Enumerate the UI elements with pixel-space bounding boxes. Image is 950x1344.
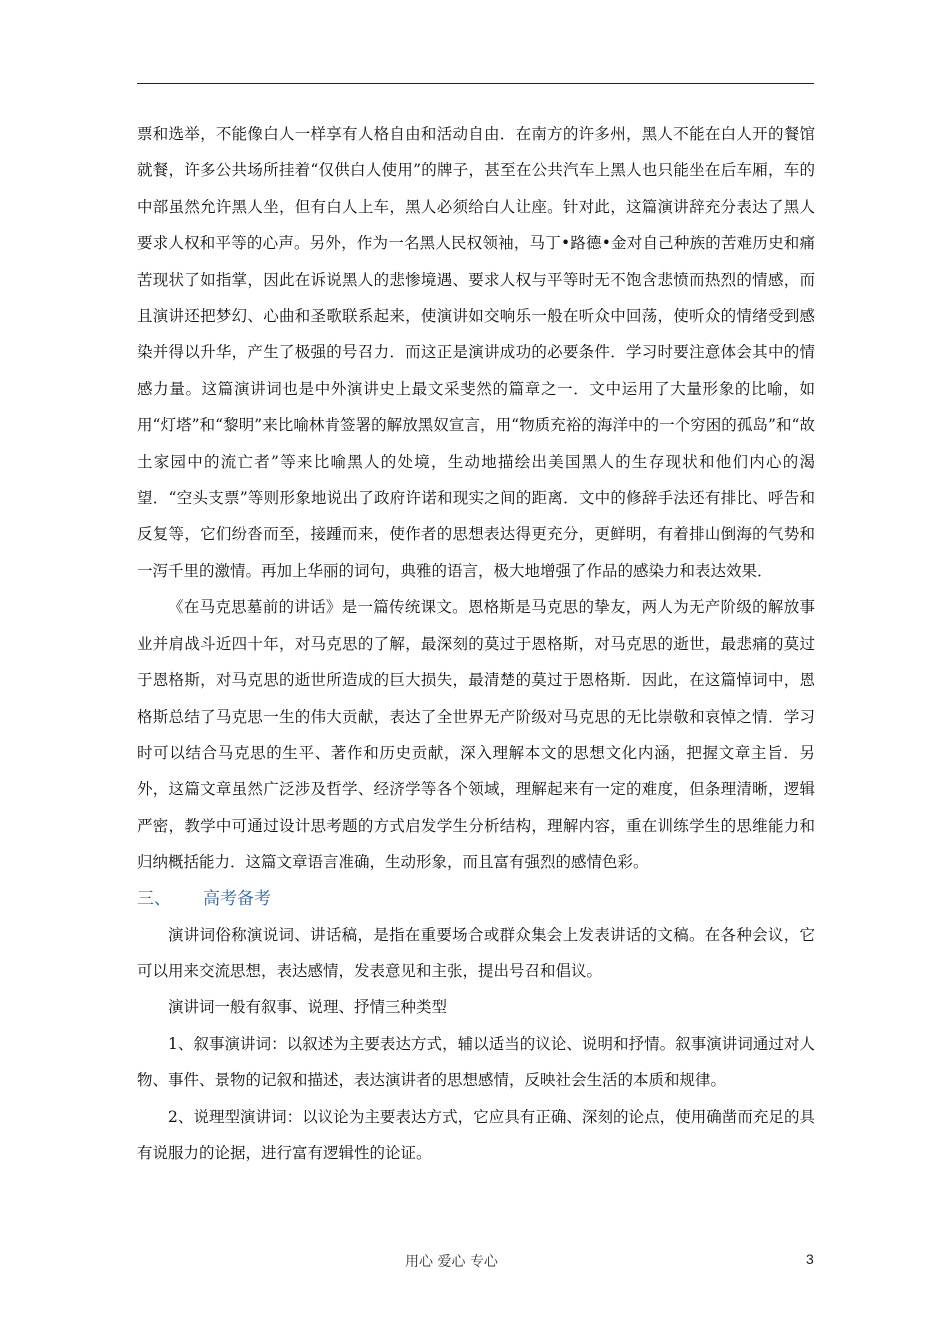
section-heading — [137, 881, 815, 917]
section-paragraph-definition: 演讲词俗称演说词、讲话稿，是指在重要场合或群众集会上发表讲话的文稿。在各种会议，它可以用来交流思想，表达感情，发表意见和主张，提出号召和倡议。 — [137, 925, 815, 980]
body-paragraph-continued: 票和选举，不能像白人一样享有人格自由和活动自由．在南方的许多州，黑人不能在白人开的餐馆就餐，许多公共场所挂着“仅供白人使用”的牌子，甚至在公共汽车上黑人也只能坐在后车厢，车的中部虽然允许黑人坐，但有白人上车，黑人必须给白人让座。针对此，这篇演讲辞充分表达了黑人要求人权和平等的心声。另外，作为一名黑人民权领袖，马丁•路德•金对自己种族的苦难历史和痛苦现状了如指掌，因此在诉说黑人的悲惨境遇、要求人权与平等时无不饱含悲愤而热烈的情感，而且演讲还把梦幻、心曲和圣歌联系起来，使演讲如交响乐一般在听众中回荡，使听众的情绪受到感染并得以升华，产生了极强的号召力．而这正是演讲成功的必要条件．学习时要注意体会其中的情感力量。这篇演讲词也是中外演讲史上最文采斐然的篇章之一．文中运用了大量形象的比喻，如用“灯塔”和“黎明”来比喻林肯签署的解放黑奴宣言，用“物质充裕的海洋中的一个穷困的孤岛”和“故土家园中的流亡者”等来比喻黑人的处境，生动地描绘出美国黑人的生存现状和他们内心的渴望．“空头支票”等则形象地说出了政府许诺和现实之间的距离．文中的修辞手法还有排比、呼告和反复等，它们纷沓而至，接踵而来，使作者的思想表达得更充分，更鲜明，有着排山倒海的气势和一泻千里的激情。再加上华丽的词句，典雅的语言，极大地增强了作品的感染力和表达效果． — [137, 125, 815, 580]
page-body — [137, 116, 815, 1171]
body-paragraph-marx-eulogy: 《在马克思墓前的讲话》是一篇传统课文。恩格斯是马克思的挚友，两人为无产阶级的解放事业并肩战斗近四十年，对马克思的了解，最深刻的莫过于恩格斯，对马克思的逝世，最悲痛的莫过于恩格斯，对马克思的逝世所造成的巨大损失，最清楚的莫过于恩格斯．因此，在这篇悼词中，恩格斯总结了马克思一生的伟大贡献，表达了全世界无产阶级对马克思的无比崇敬和哀悼之情．学习时可以结合马克思的生平、著作和历史贡献，深入理解本文的思想文化内涵，把握文章主旨．另外，这篇文章虽然广泛涉及哲学、经济学等各个领域，理解起来有一定的难度，但条理清晰，逻辑严密，教学中可通过设计思考题的方式启发学生分析结构，理解内容，重在训练学生的思维能力和归纳概括能力．这篇文章语言准确，生动形象，而且富有强烈的感情色彩。 — [137, 598, 815, 872]
section-paragraph-narrative: 1、叙事演讲词：以叙述为主要表达方式，辅以适当的议论、说明和抒情。叙事演讲词通过对人物、事件、景物的记叙和描述，表达演讲者的思想感情，反映社会生活的本质和规律。 — [137, 1034, 815, 1090]
section-number: 三、 — [137, 888, 171, 909]
header-rule — [137, 83, 814, 84]
page-number: 3 — [806, 1251, 814, 1267]
section-title: 高考备考 — [203, 888, 271, 909]
section-paragraph-argumentative: 2、说理型演讲词：以议论为主要表达方式，它应具有正确、深刻的论点，使用确凿而充足的具有说服力的论据，进行富有逻辑性的论证。 — [137, 1107, 815, 1162]
section-paragraph-types: 演讲词一般有叙事、说理、抒情三种类型 — [168, 998, 448, 1017]
footer-motto: 用心 爱心 专心 — [405, 1254, 498, 1270]
